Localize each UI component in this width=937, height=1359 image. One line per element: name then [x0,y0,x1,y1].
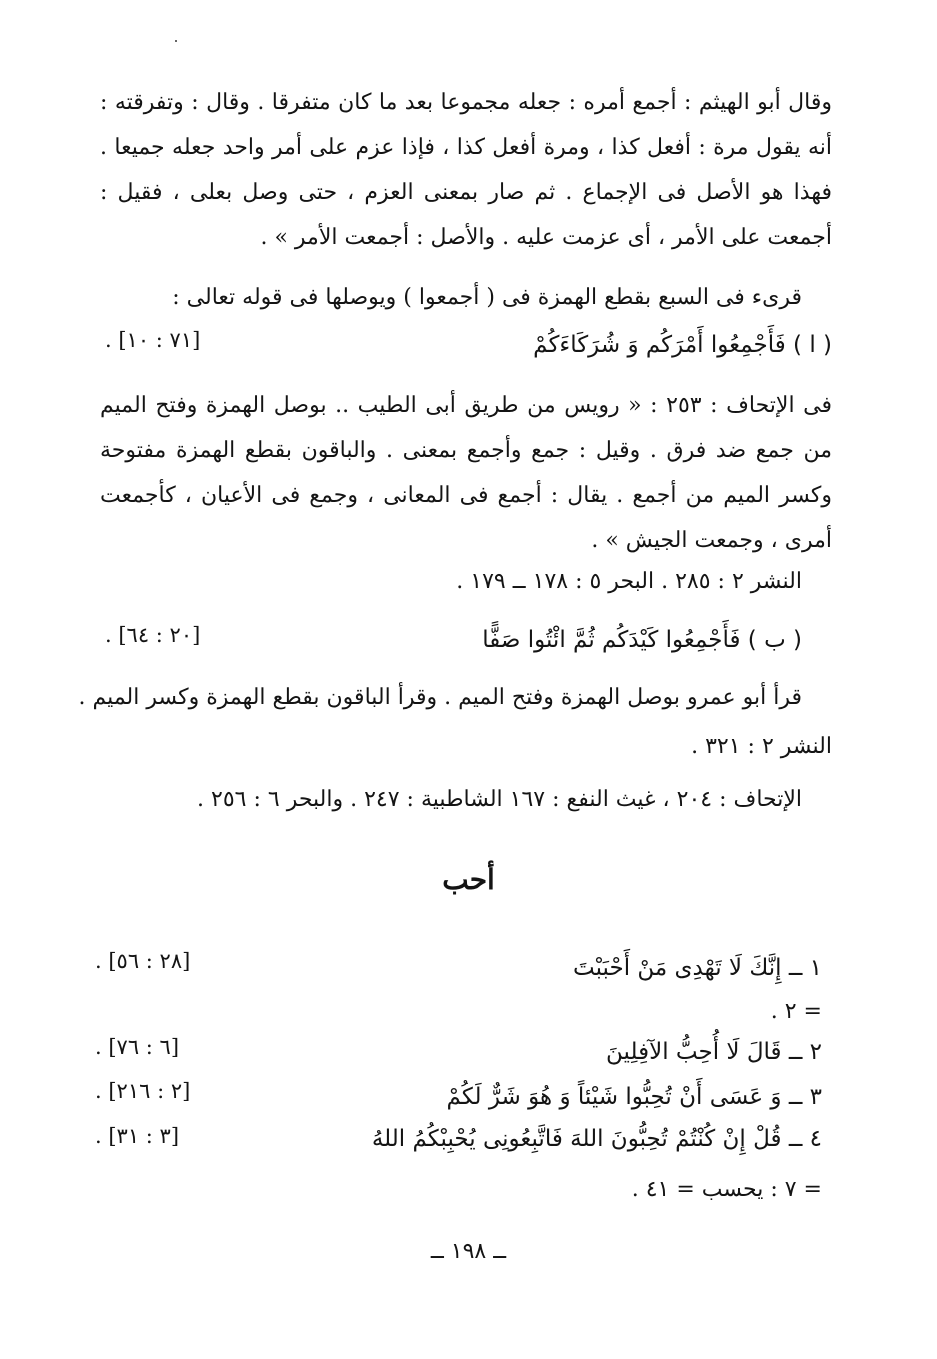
verse-a-reference: . [٧١ : ١٠] [105,328,201,352]
paragraph-abu-al-haytham: وقال أبو الهيثم : أجمع أمره : جعله مجموعا بعد ما كان متفرقا . وقال : وتفرقته : أنه يقول مرة : أفعل كذا ، ومرة أفعل كذا ، فإذا عزم على أمر واحد جعله جميعا . فهذا هو الأصل فى الإجماع . ثم صار بمعنى العزم ، حتى وصل بعلى ، فقيل : أجمعت على الأمر ، أى عزمت عليه . والأصل : أجمعت الأمر » . [100,90,832,250]
entry-text: ٤ ــ قُلْ إِنْ كُنْتُمْ تُحِبُّونَ اللهَ فَاتَّبِعُونِى يُحْبِبْكُمُ اللهُ [371,1126,822,1152]
section-heading: أحب [442,863,495,896]
scan-speck [175,40,177,42]
entry-text: ٢ ــ قَالَ لَا أُحِبُّ الآفِلِينَ [606,1039,822,1065]
entry-text: ٣ ــ وَ عَسَى أَنْ تُحِبُّوا شَيْئاً وَ هُوَ شَرٌّ لَكُمْ [446,1084,822,1110]
page-number: ــ ١٩٨ ــ [430,1239,507,1264]
ithaf-reference: الإتحاف : ٢٠٤ ، غيث النفع : ١٦٧ الشاطبية : ٢٤٧ . والبحر ٦ : ٢٥٦ . [197,787,802,812]
nashr-reference-2: النشر ٢ : ٣٢١ . [691,734,832,759]
entry-reference: . [٣ : ٣١] [95,1124,180,1148]
entry-text: = ٢ . [770,999,822,1024]
verse-b-reference: . [٢٠ : ٦٤] [105,623,201,647]
entry-text: ١ ــ إِنَّكَ لَا تَهْدِى مَنْ أَحْبَبْتَ [573,955,822,981]
qiraa-intro-line: قرىء فى السبع بقطع الهمزة فى ( أجمعوا ) ويوصلها فى قوله تعالى : [172,285,802,310]
entry-reference: . [٢٨ : ٥٦] [95,949,191,973]
verse-a-text: ( ا ) فَأَجْمِعُوا أَمْرَكُم وَ شُرَكَاءَكُمْ [533,332,832,358]
entry-text: = ٧ : يحسب = ٤١ . [631,1177,822,1202]
verse-b-text: ( ب ) فَأَجْمِعُوا كَيْدَكُم ثُمَّ ائْتُوا صَفًّا [482,627,802,653]
entry-reference: . [٦ : ٧٦] [95,1035,180,1059]
entry-reference: . [٢ : ٢١٦] [95,1079,191,1103]
abu-amr-reading: قرأ أبو عمرو بوصل الهمزة وفتح الميم . وقرأ الباقون بقطع الهمزة وكسر الميم . [78,685,802,710]
paragraph-ithaf: فى الإتحاف : ٢٥٣ : « رويس من طريق أبى الطيب .. بوصل الهمزة وفتح الميم من جمع ضد فرق . وقيل : جمع وأجمع بمعنى . والباقون بقطع الهمزة مفتوحة وكسر الميم من أجمع . يقال : أجمع فى المعانى ، وجمع فى الأعيان ، كأجمعت أمرى ، وجمعت الجيش » . [100,393,832,553]
nashr-reference-1: النشر ٢ : ٢٨٥ . البحر ٥ : ١٧٨ ــ ١٧٩ . [456,569,802,594]
